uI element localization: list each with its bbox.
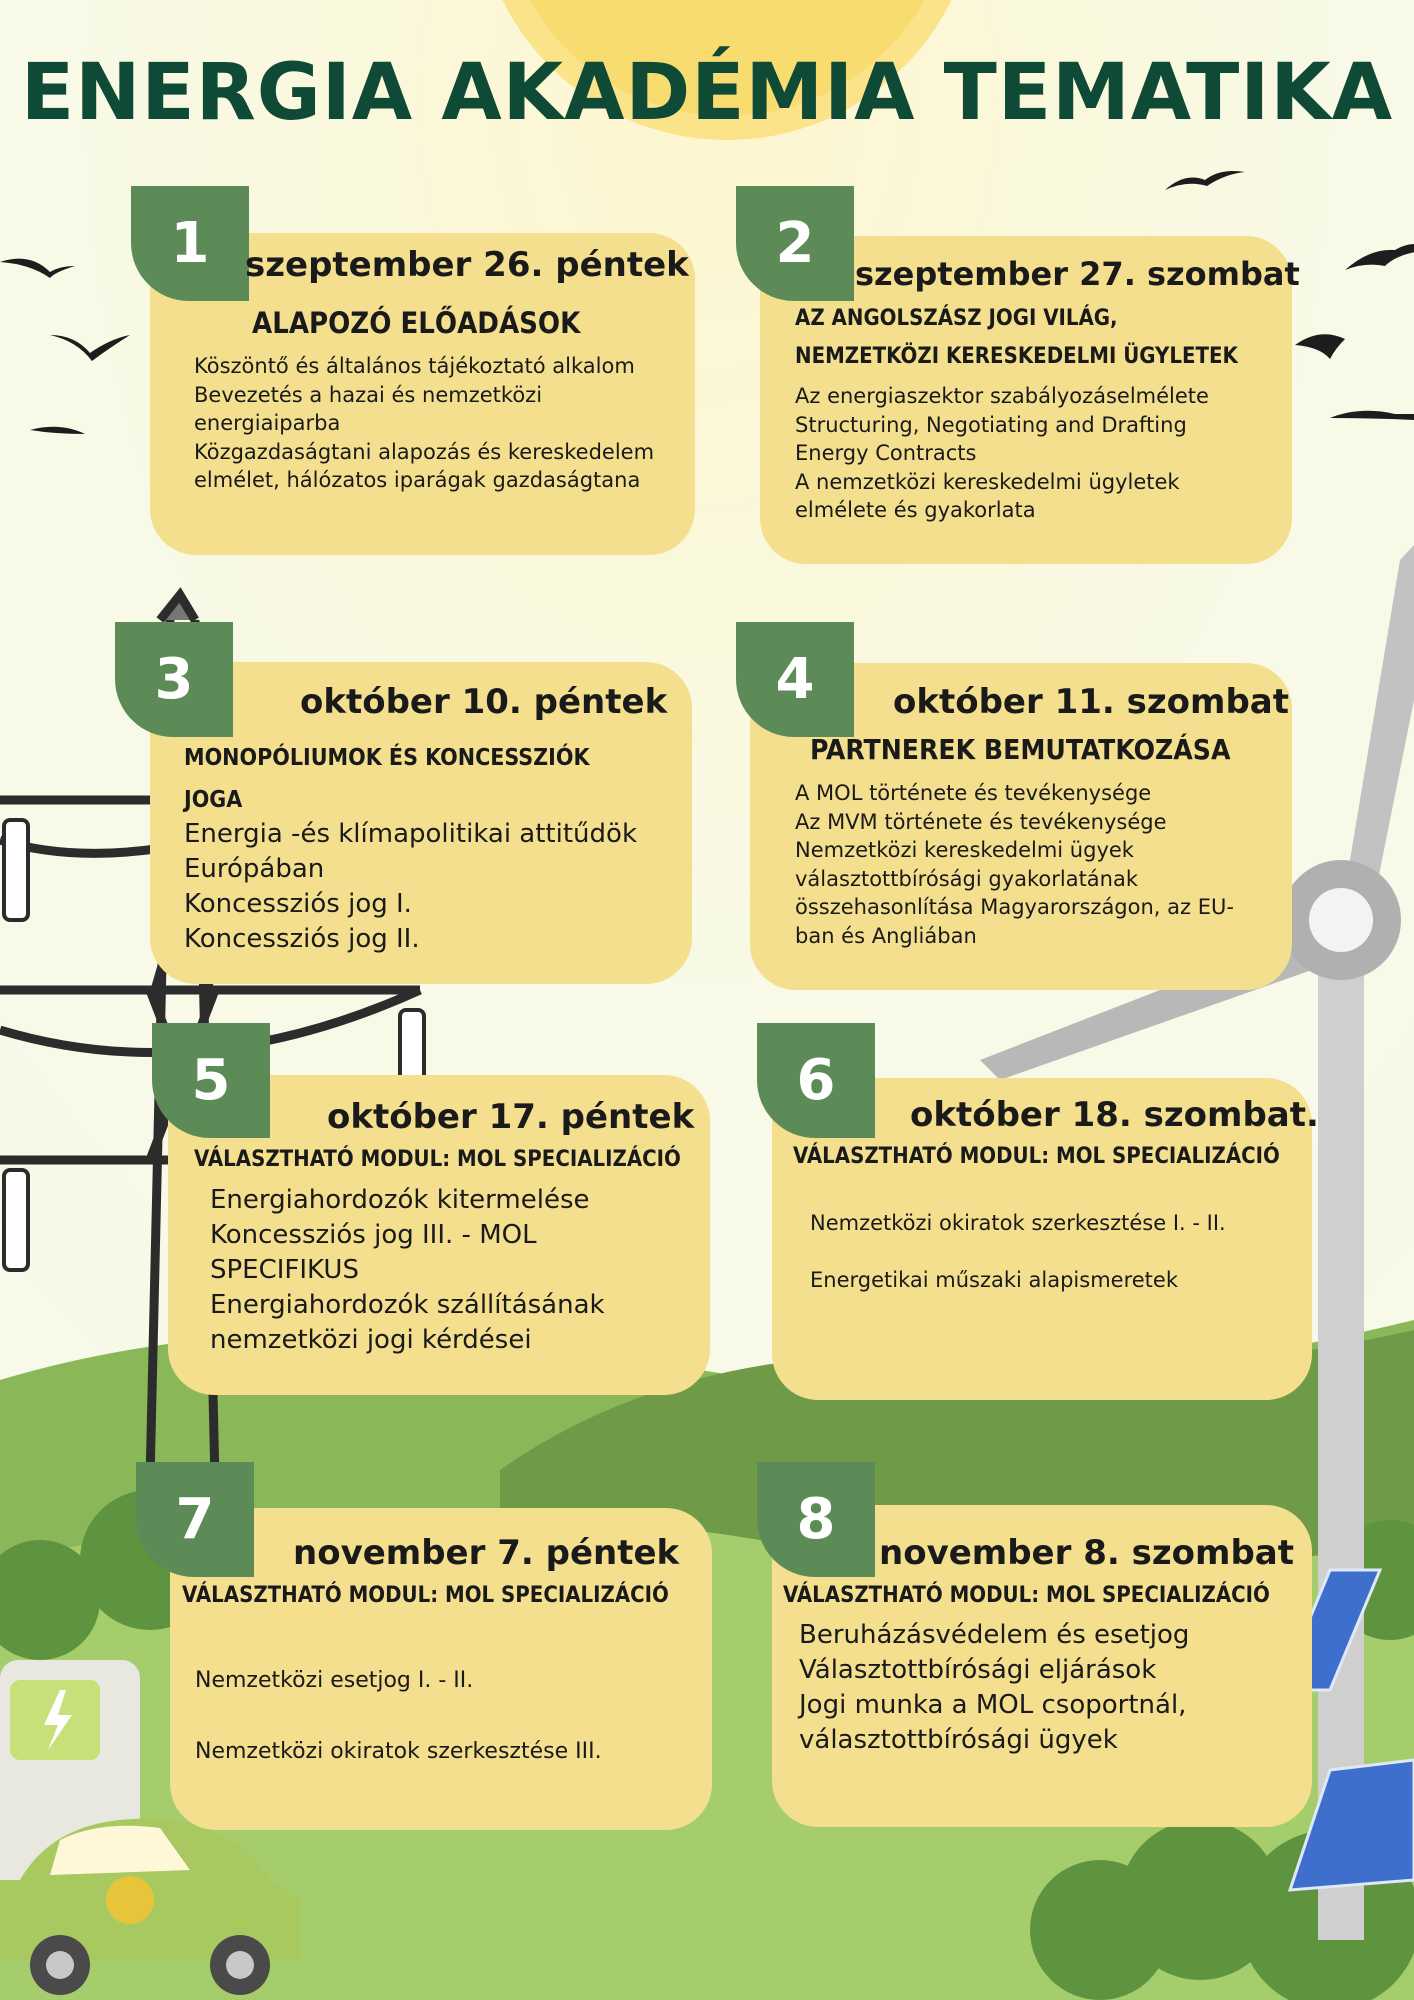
topic-item: Nemzetközi kereskedelmi ügyek választottbírósági gyakorlatának összehasonlítása Magyarországon, az EU-ban és Angliában [795,838,1234,948]
topic-item: Közgazdaságtani alapozás és kereskedelem elmélet, hálózatos iparágak gazdaságtana [194,439,655,492]
session-date: október 11. szombat [893,682,1289,722]
session-date: október 18. szombat. [910,1095,1319,1135]
topic-item: Nemzetközi okiratok szerkesztése I. - II. [810,1211,1226,1235]
topic-item: Koncessziós jog III. - MOL SPECIFIKUS [210,1220,537,1285]
session-heading: VÁLASZTHATÓ MODUL: MOL SPECIALIZÁCIÓ [194,1147,681,1172]
topic-item: Nemzetközi okiratok szerkesztése III. [195,1739,602,1764]
topic-item: Energiahordozók kitermelése [210,1185,590,1215]
session-topics [795,382,1255,525]
session-heading: AZ ANGOLSZÁSZ JOGI VILÁG, NEMZETKÖZI KERESKEDELMI ÜGYLETEK [795,306,1238,369]
session-date: szeptember 26. péntek [245,245,689,285]
topic-item: Bevezetés a hazai és nemzetközi energiaiparba [194,382,543,435]
session-heading: VÁLASZTHATÓ MODUL: MOL SPECIALIZÁCIÓ [783,1583,1270,1608]
session-heading: ALAPOZÓ ELŐADÁSOK [252,306,581,340]
session-number-badge: 8 [757,1462,875,1577]
session-heading: VÁLASZTHATÓ MODUL: MOL SPECIALIZÁCIÓ [182,1583,669,1608]
session-topics [799,1618,1269,1758]
session-number-badge: 7 [136,1462,254,1577]
session-date: november 7. péntek [293,1533,680,1573]
session-number-badge: 4 [736,622,854,737]
topic-item: Energiahordozók szállításának nemzetközi jogi kérdései [210,1290,605,1355]
session-number-badge: 3 [115,622,233,737]
session-topics [795,779,1265,950]
session-heading: PARTNEREK BEMUTATKOZÁSA [810,733,1231,766]
topic-item: A nemzetközi kereskedelmi ügyletek elmélete és gyakorlata [795,469,1180,522]
session-number-badge: 5 [152,1023,270,1138]
page-title: ENERGIA AKADÉMIA TEMATIKA [20,48,1394,138]
topic-item: Köszöntő és általános tájékoztató alkalom [194,354,635,378]
session-topics [184,817,674,957]
session-topics [194,352,674,495]
topic-item: Választottbírósági eljárások [799,1655,1157,1685]
topic-item: Jogi munka a MOL csoportnál, választottbírósági ügyek [799,1690,1187,1755]
topic-item: Energia -és klímapolitikai attitűdök Európában [184,819,637,884]
topic-item: A MOL története és tevékenysége [795,781,1152,805]
session-topics [810,1195,1270,1309]
session-date: november 8. szombat [879,1533,1294,1573]
topic-item: Nemzetközi esetjog I. - II. [195,1668,474,1693]
session-heading: MONOPÓLIUMOK ÉS KONCESSZIÓK JOGA [184,745,590,813]
session-date: október 17. péntek [327,1097,695,1137]
session-number-badge: 6 [757,1023,875,1138]
session-number-badge: 1 [131,186,249,301]
topic-item: Koncessziós jog I. [184,889,412,919]
session-topics [195,1645,675,1787]
topic-item: Structuring, Negotiating and Drafting Energy Contracts [795,412,1187,465]
session-topics [210,1183,670,1358]
topic-item: Koncessziós jog II. [184,924,420,954]
topic-item: Energetikai műszaki alapismeretek [810,1268,1178,1292]
topic-item: Beruházásvédelem és esetjog [799,1620,1190,1650]
session-number-badge: 2 [736,186,854,301]
topic-item: Az energiaszektor szabályozáselmélete [795,384,1209,408]
session-heading: VÁLASZTHATÓ MODUL: MOL SPECIALIZÁCIÓ [793,1144,1280,1169]
session-date: október 10. péntek [300,682,668,722]
topic-item: Az MVM története és tevékenysége [795,809,1167,834]
session-date: szeptember 27. szombat [855,255,1300,293]
